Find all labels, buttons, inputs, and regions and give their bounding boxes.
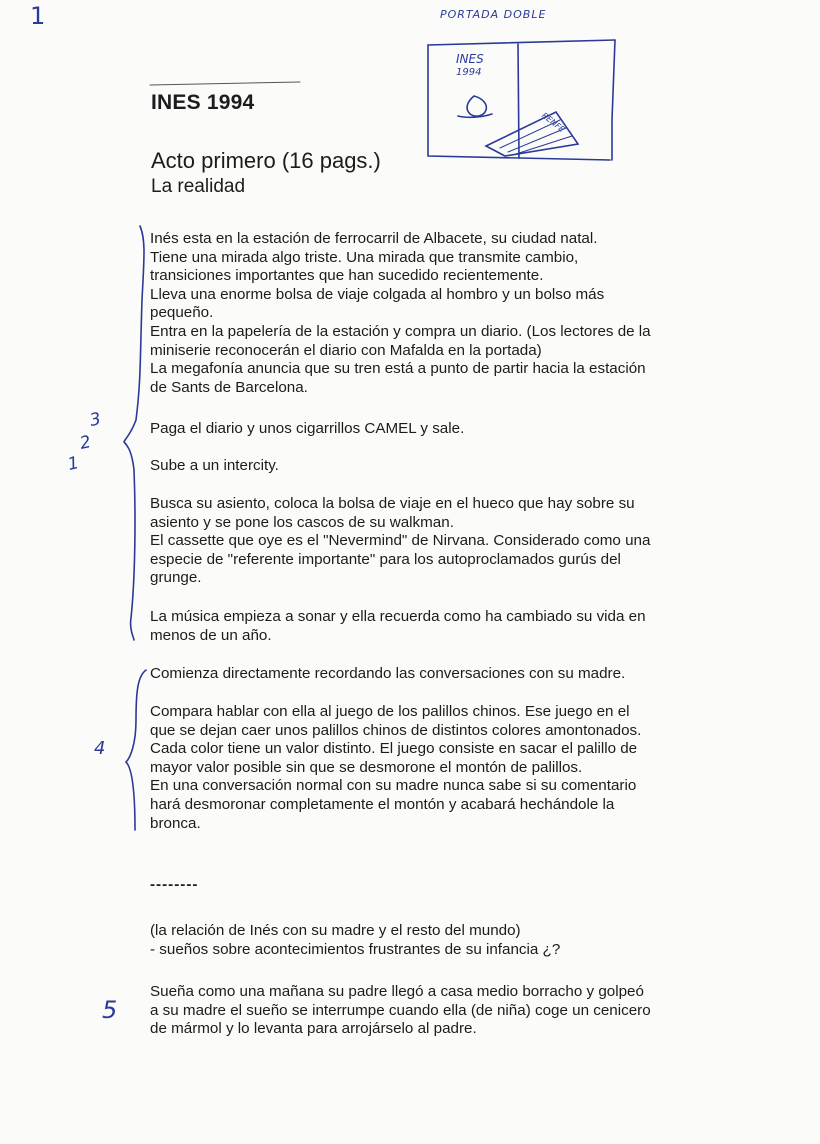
stamp-text: RENFE xyxy=(540,110,567,135)
act-heading: Acto primero (16 pags.) xyxy=(151,148,381,173)
act-subheading: La realidad xyxy=(151,176,246,197)
paragraph-notes: (la relación de Inés con su madre y el resto del mundo) - sueños sobre acontecimientos frustrantes de su infancia ¿? xyxy=(150,922,561,958)
bracket-scene-1 xyxy=(124,226,144,640)
paragraph-dream: Sueña como una mañana su padre llegó a casa medio borracho y golpeó a su madre el sueño se interrumpe cuando ella (de niña) coge un cenicero de mármol y lo levanta para arrojárselo al padre. xyxy=(150,983,651,1038)
sketch-title: INES xyxy=(456,52,484,66)
margin-mark-1: 1 xyxy=(66,453,81,475)
margin-mark-3: 3 xyxy=(88,409,103,431)
section-divider: -------- xyxy=(150,876,199,893)
top-note: PORTADA DOBLE xyxy=(440,8,547,21)
bracket-scene-2 xyxy=(126,670,146,830)
paragraph-station: Inés esta en la estación de ferrocarril de Albacete, su ciudad natal. Tiene una mirada algo triste. Una mirada que transmite cambio, transiciones importantes que han sucedido recientemente. Lleva una enorme bolsa de viaje colgada al hombro y un bolso más pequeño. Entra en la papelería de la estación y compra un diario. (Los lectores de la miniserie reconocerán el diario con Mafalda en la portada) La megafonía anuncia que su tren está a punto de partir hacia la estación de Sants de Barcelona. xyxy=(150,230,651,396)
margin-mark-5: 5 xyxy=(102,996,118,1024)
paragraph-walkman: Busca su asiento, coloca la bolsa de viaje en el hueco que hay sobre su asiento y se pone los cascos de su walkman. El cassette que oye es el "Nevermind" de Nirvana. Considerado como una especie de "referente importante" para los autoproclamados gurús del grunge. xyxy=(150,495,651,587)
paragraph-music: La música empieza a sonar y ella recuerda como ha cambiado su vida en menos de un año. xyxy=(150,608,646,644)
page-number: 1 xyxy=(30,2,46,30)
title-overline xyxy=(150,82,300,85)
paragraph-intercity: Sube a un intercity. xyxy=(150,457,279,474)
paragraph-palillos: Compara hablar con ella al juego de los palillos chinos. Ese juego en el que se dejan caer unos palillos chinos de distintos colores amontonados. Cada color tiene un valor distinto. El juego consiste en sacar el palillo de mayor valor posible sin que se desmorone el montón de palillos. En una conversación normal con su madre nunca sabe si su comentario hará desmoronar completamente el montón y acabará hechándole la bronca. xyxy=(150,703,642,832)
paragraph-memories: Comienza directamente recordando las conversaciones con su madre. xyxy=(150,665,626,682)
sketch-year: 1994 xyxy=(456,67,482,78)
document-title: INES 1994 xyxy=(151,91,255,114)
margin-mark-2: 2 xyxy=(78,432,93,454)
paragraph-camel: Paga el diario y unos cigarrillos CAMEL y sale. xyxy=(150,420,465,437)
margin-mark-4: 4 xyxy=(94,738,106,759)
